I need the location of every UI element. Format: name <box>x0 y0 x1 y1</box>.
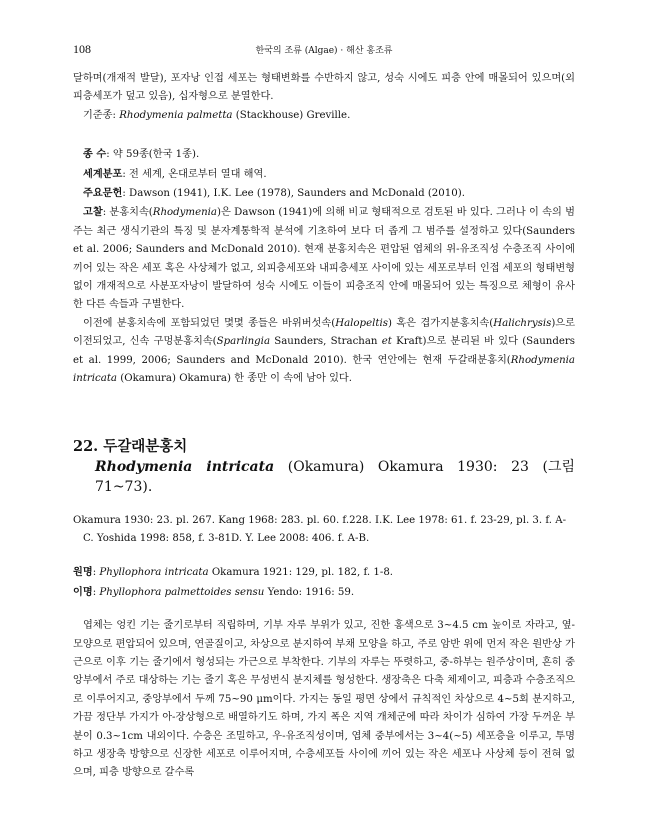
page-header <box>73 42 575 58</box>
species-heading: 22. 두갈래분홍치 <box>73 437 188 455</box>
discussion-paragraph-1 <box>73 203 575 314</box>
genus-name: Sparlingia <box>216 336 271 348</box>
basionym-label: 원명 <box>73 566 93 579</box>
discussion-label: 고찰 <box>83 206 103 219</box>
species-authority: (Okamura) Okamura 1930: 23 (그림 71~73). <box>95 458 575 495</box>
page-body <box>73 70 575 783</box>
type-species <box>73 107 575 125</box>
species-count-value: : 약 59종(한국 1종). <box>106 149 200 161</box>
references-label: 주요문헌 <box>83 187 123 200</box>
main-references <box>73 184 575 203</box>
latin-term: et <box>381 336 392 348</box>
page-number: 108 <box>73 42 91 56</box>
basionym: 원명: Phyllophora intricata Okamura 1921: 129, pl. 182, f. 1-8. <box>73 566 394 579</box>
world-distribution <box>73 165 575 184</box>
running-head: 한국의 조류 (Algae) · 해산 홍조류 <box>255 46 393 56</box>
discussion-text: : 분홍치속( <box>102 207 153 219</box>
synonym: 이명: Phyllophora palmettoides sensu Yendo: 1916: 59. <box>73 585 355 598</box>
type-species-author: (Stackhouse) Greville. <box>235 109 351 121</box>
type-species-label: 기준종: <box>83 109 116 121</box>
basionym-name: Phyllophora intricata <box>99 567 209 579</box>
species-count-label: 종 수 <box>83 148 107 161</box>
description-paragraph: 엽체는 엉킨 기는 줄기로부터 직립하며, 기부 자루 부위가 있고, 진한 홍색으로 3~4.5 cm 높이로 자라고, 옆-모양으로 편압되어 있으며, 연골질이고, 차상으로 분지하여 부채 모양을 하고, 주로 암반 위에 먼저 작은 원반상 가근으로 이후 기는 줄기에서 형성되는 가근으로 부착한다. 기부의 자루는 뚜렷하고, 중-하부는 원주상이며, 흔히 중앙부에서 주로 대상하는 기는 줄기 혹은 무성번식 분지체를 형성한다. 생장축은 다축 체제이고, 피층과 수층조직으로 이루어지고, 중앙부에서 두께 75~90 μm이다. 가지는 동일 평면 상에서 규칙적인 차상으로 4~5회 분지하고, 가끔 정단부 가지가 아-장상형으로 배열하기도 하며, 가지 폭은 지역 개체군에 따라 차이가 심하여 가장 두꺼운 부분이 0.3~1cm 내외이다. 수층은 조밀하고, 우-유조직성이며, 엽체 중부에서는 3~4(~5) 세포층을 이루고, 투명하고 생장축 방향으로 신장한 세포로 이루어지며, 수층세포들 사이에 끼어 있는 작은 세포나 사상체 등이 전혀 없으며, 피층 방향으로 갈수록 <box>73 620 575 779</box>
references-value: : Dawson (1941), I.K. Lee (1978), Saunders and McDonald (2010). <box>122 188 465 200</box>
genus-name: Halopeltis <box>335 317 388 329</box>
genus-name: Halichrysis <box>493 317 552 329</box>
discussion-text: Saunders, Strachan <box>270 336 382 348</box>
synonym-name: Phyllophora palmettoides sensu <box>99 586 265 598</box>
species-binomial: Rhodymenia intricata <box>95 458 275 475</box>
distribution-value: : 전 세계, 온대로부터 열대 해역. <box>122 168 267 180</box>
genus-name: Rhodymenia <box>152 207 218 219</box>
discussion-text: )으로 이전되었고, 신속 구멍분홍치속( <box>73 317 575 348</box>
basionym-rest: Okamura 1921: 129, pl. 182, f. 1-8. <box>208 567 394 579</box>
species-name: Rhodymenia intricata <box>73 354 575 385</box>
discussion-text: 이전에 분홍치속에 포함되었던 몇몇 종들은 바위버섯속( <box>83 317 336 329</box>
type-species-name: Rhodymenia palmetta <box>119 109 233 121</box>
discussion-paragraph-2 <box>73 315 575 389</box>
discussion-text: Kraft)으로 분리된 바 있다 (Saunders et al. 1999, 2006; Saunders and McDonald 2010). 한국 연안에는 현재 두갈래분홍치( <box>73 336 575 366</box>
intro-paragraph: 달하며(개재적 발달), 포자낭 인접 세포는 형태변화를 수반하지 않고, 성숙 시에도 피층 안에 매몰되어 있으며(외피층세포가 덮고 있음), 십자형으로 분열한다. <box>73 73 575 103</box>
synonym-label: 이명 <box>73 585 93 598</box>
citations: Okamura 1930: 23. pl. 267. Kang 1968: 283. pl. 60. f.228. I.K. Lee 1978: 61. f. 23-29, pl. 3. f. A-C. Yoshida 1998: 858, f. 3-81D. Y. Lee 2008: 406. f. A-B. <box>73 514 567 544</box>
species-count <box>73 145 575 164</box>
discussion-text: (Okamura) Okamura) 한 종만 이 속에 남아 있다. <box>117 373 353 385</box>
species-scientific-name <box>95 457 575 497</box>
discussion-text: ) 혹은 겹가지분홍치속( <box>387 317 494 329</box>
distribution-label: 세계분포 <box>83 167 123 180</box>
discussion-text: )은 Dawson (1941)에 의해 비교 형태적으로 검토된 바 있다. 그러나 이 속의 범주는 최근 생식기관의 특징 및 분자계통학적 분석에 기초하여 보다 더 좁게 그 범주를 설정하고 있다(Saunders et al. 2006; Saunders and McDonald 2010). 현재 분홍치속은 편압된 엽체의 위-유조직성 수층조직 사이에 끼어 있는 작은 세포 혹은 사상체가 없고, 외피층세포와 내피층세포 사이에 있는 세포로부터 인접 세포의 형태변형 없이 개재적으로 사분포자낭이 발달하여 성숙 시에도 이들이 피층조직 안에 매몰되어 있는 특징으로 체형이 유사한 다른 속들과 구별한다. <box>73 207 575 311</box>
synonym-rest: Yendo: 1916: 59. <box>264 586 355 598</box>
